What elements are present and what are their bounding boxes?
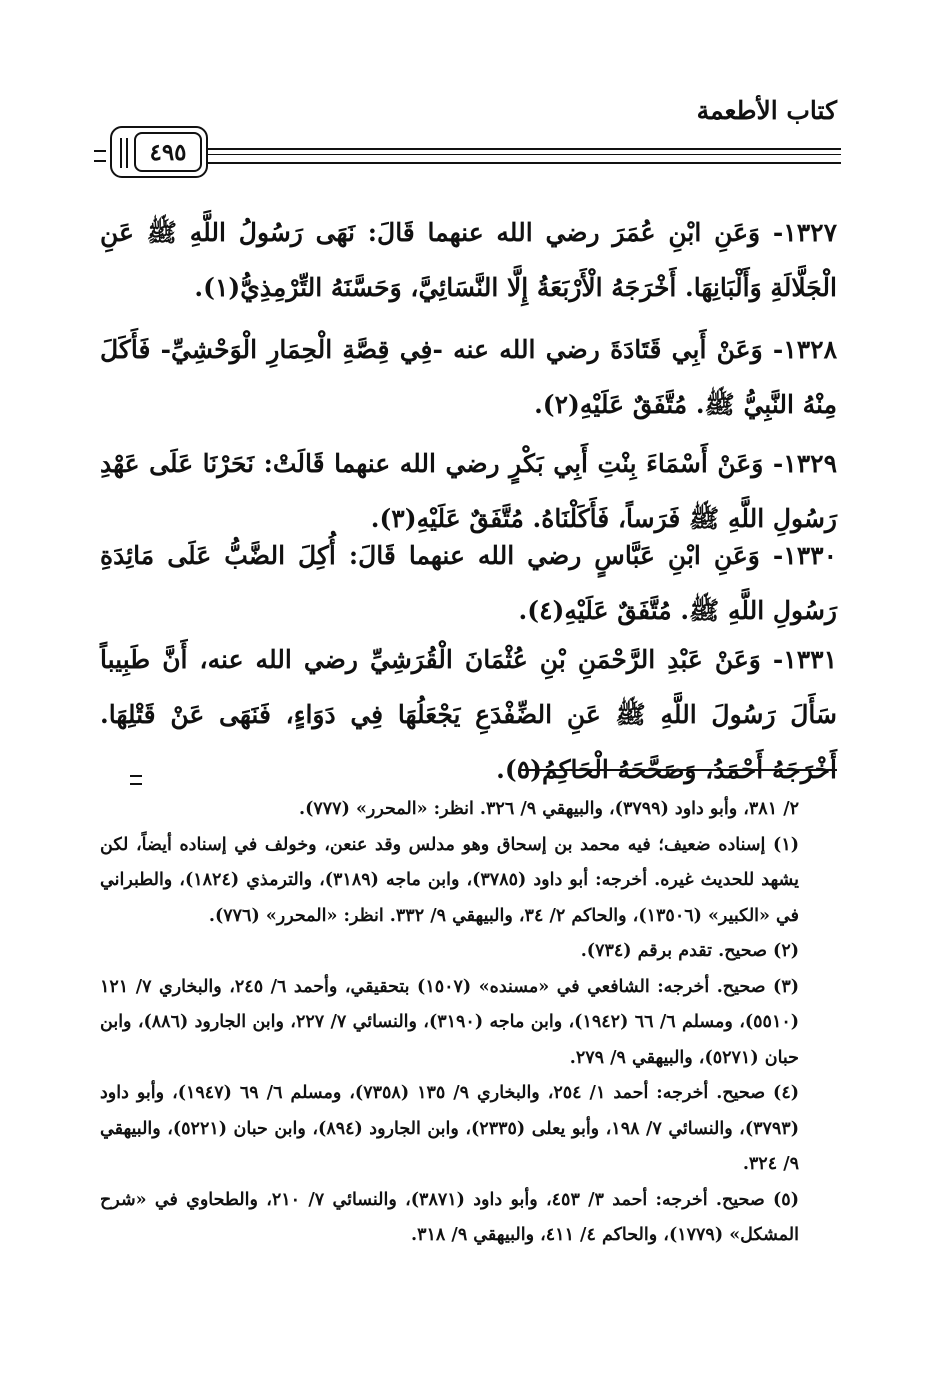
- footnote-5: (٥) صحيح. أخرجه: أحمد ٣/ ٤٥٣، وأبو داود (٣٨٧١)، والنسائي ٧/ ٢١٠، والطحاوي في «شرح المشكل» (١٧٧٩)، والحاكم ٤/ ٤١١، والبيهقي ٩/ ٣١٨.: [100, 1189, 799, 1245]
- header-left-mark: [94, 150, 106, 162]
- page-number: ٤٩٥: [149, 138, 187, 166]
- hadith-1327: ١٣٢٧- وَعَنِ ابْنِ عُمَرَ رضي الله عنهما قَالَ: نَهَى رَسُولُ اللَّهِ ﷺ عَنِ الْجَلَّالَةِ وَأَلْبَانِهَا. أَخْرَجَهُ الْأَرْبَعَةُ إِلَّا النَّسَائِيَّ، وَحَسَّنَهُ التِّرْمِذِيُّ(١).: [100, 218, 837, 302]
- footnote-continuation: ٢/ ٣٨١، وأبو داود (٣٧٩٩)، والبيهقي ٩/ ٣٢٦. انظر: «المحرر» (٧٧٧).: [299, 799, 799, 819]
- footnotes: [100, 792, 837, 1254]
- hadith-1328: ١٣٢٨- وَعَنْ أَبِي قَتَادَةَ رضي الله عنه -فِي قِصَّةِ الْحِمَارِ الْوَحْشِيِّ- فَأَكَلَ مِنْهُ النَّبِيُّ ﷺ. مُتَّفَقٌ عَلَيْهِ(٢).: [100, 335, 837, 419]
- footnote-3: (٣) صحيح. أخرجه: الشافعي في «مسنده» (١٥٠٧) بتحقيقي، وأحمد ٦/ ٢٤٥، والبخاري ٧/ ١٢١ (٥٥١٠)، ومسلم ٦/ ٦٦ (١٩٤٢)، وابن ماجه (٣١٩٠)، والنسائي ٧/ ٢٢٧، وابن الجارود (٨٨٦)، وابن حبان (٥٢٧١)، والبيهقي ٩/ ٢٧٩.: [100, 976, 800, 1068]
- footnote-1: (١) إسناده ضعيف؛ فيه محمد بن إسحاق وهو مدلس وقد عنعن، وخولف في إسناده أيضاً، لكن يشهد للحديث غيره. أخرجه: أبو داود (٣٧٨٥)، وابن ماجه (٣١٨٩)، والترمذي (١٨٢٤)، والطبراني في «الكبير» (١٣٥٠٦)، والحاكم ٢/ ٣٤، والبيهقي ٩/ ٣٣٢. انظر: «المحرر» (٧٧٦).: [100, 834, 800, 926]
- page-number-frame: [110, 126, 208, 178]
- footnote-continuation-mark: [130, 775, 142, 785]
- chapter-title: كتاب الأطعمة: [696, 96, 837, 125]
- page-number-box: [134, 132, 202, 172]
- hadith-1329: ١٣٢٩- وَعَنْ أَسْمَاءَ بِنْتِ أَبِي بَكْرٍ رضي الله عنهما قَالَتْ: نَحَرْنَا عَلَى عَهْدِ رَسُولِ اللَّهِ ﷺ فَرَساً، فَأَكَلْنَاهُ. مُتَّفَقٌ عَلَيْهِ(٣).: [100, 449, 837, 533]
- footnote-separator: [520, 769, 837, 771]
- hadith-1331: ١٣٣١- وَعَنْ عَبْدِ الرَّحْمَنِ بْنِ عُثْمَانَ الْقُرَشِيِّ رضي الله عنه، أَنَّ طَبِيباً سَأَلَ رَسُولَ اللَّهِ ﷺ عَنِ الضِّفْدَعِ يَجْعَلُهَا فِي دَوَاءٍ، فَنَهَى عَنْ قَتْلِهَا. أَخْرَجَهُ أَحْمَدُ، وَصَحَّحَهُ الْحَاكِمُ(٥).: [100, 645, 837, 784]
- footnote-2: (٢) صحيح. تقدم برقم (٧٣٤).: [580, 941, 799, 961]
- page-number-frame-bar: [120, 138, 128, 168]
- hadith-1330: ١٣٣٠- وَعَنِ ابْنِ عَبَّاسٍ رضي الله عنهما قَالَ: أُكِلَ الضَّبُّ عَلَى مَائِدَةِ رَسُولِ اللَّهِ ﷺ. مُتَّفَقٌ عَلَيْهِ(٤).: [100, 541, 837, 625]
- footnote-4: (٤) صحيح. أخرجه: أحمد ١/ ٢٥٤، والبخاري ٩/ ١٣٥ (٧٣٥٨)، ومسلم ٦/ ٦٩ (١٩٤٧)، وأبو داود (٣٧٩٣)، والنسائي ٧/ ١٩٨، وأبو يعلى (٢٣٣٥)، وابن الجارود (٨٩٤)، وابن حبان (٥٢٢١)، والبيهقي ٩/ ٣٢٤.: [100, 1083, 800, 1174]
- header-rule: [208, 148, 841, 164]
